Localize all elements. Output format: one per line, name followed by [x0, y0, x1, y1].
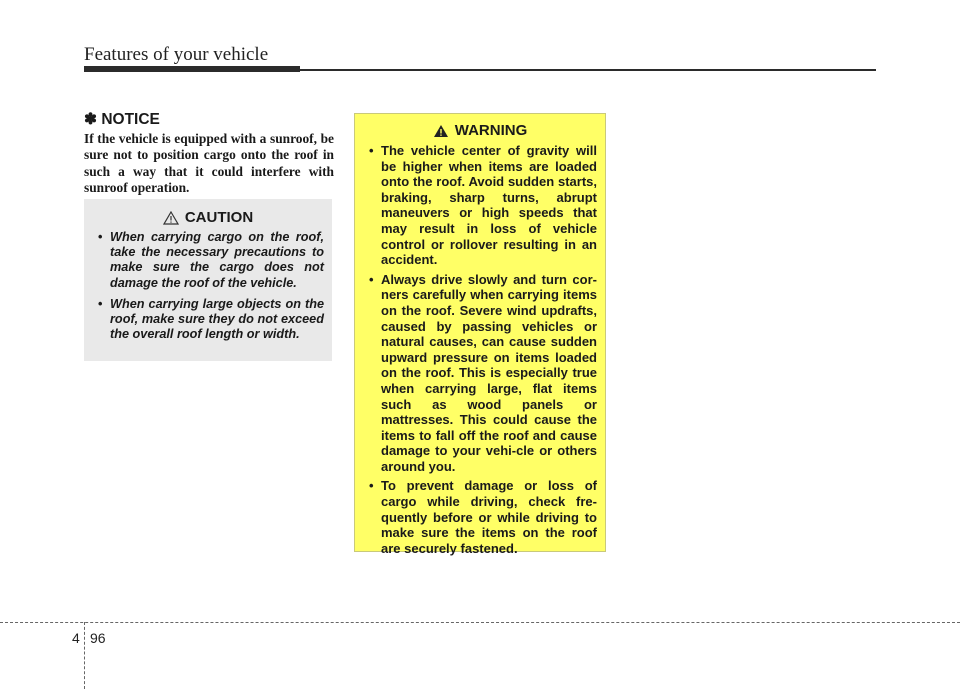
warning-box	[354, 113, 606, 556]
caution-list	[92, 230, 324, 342]
caution-heading-label: CAUTION	[184, 209, 254, 226]
notice-section	[84, 110, 334, 196]
warning-triangle-icon	[433, 124, 449, 138]
caution-item: • When carrying cargo on the roof, take the necessary precautions to make sure the cargo does not damage the roof of the vehicle.	[92, 230, 324, 291]
chapter-number: 4	[72, 630, 80, 646]
footer-rule-vertical	[84, 622, 85, 689]
warning-heading	[363, 122, 597, 139]
warning-item: • The vehicle center of gravity will be higher when items are loaded onto the roof. Avoid sudden starts, braking, sharp turns, abrupt maneuvers or high speeds that may result in loss of vehicle control or rollover resulting in an accident.	[363, 143, 597, 268]
caution-heading	[92, 209, 324, 226]
notice-symbol-icon: ✽	[84, 111, 97, 128]
caution-box	[84, 199, 332, 361]
warning-list	[363, 143, 597, 556]
warning-item: • Always drive slowly and turn cor-ners carefully when carrying items on the roof. Severe wind updrafts, caused by passing vehicles or natural causes, can cause sudden upward pressure on items loaded on the roof. This is especially true when carrying large, flat items such as wood panels or mattresses. This could cause the items to fall off the roof and cause damage to your vehi-cle or others around you.	[363, 272, 597, 475]
caution-item: • When carrying large objects on the roof, make sure they do not exceed the overall roof length or width.	[92, 297, 324, 343]
page-header-title: Features of your vehicle	[84, 44, 269, 65]
warning-heading-label: WARNING	[454, 122, 528, 139]
header-rule-thick	[84, 66, 300, 72]
caution-triangle-icon	[163, 211, 179, 225]
warning-item: • To prevent damage or loss of cargo while driving, check fre-quently before or while driving to make sure the items on the roof are securely fastened.	[363, 478, 597, 556]
page-number: 96	[90, 630, 106, 646]
footer-rule-horizontal	[0, 622, 960, 623]
notice-heading	[84, 110, 334, 129]
notice-body: If the vehicle is equipped with a sunroof, be sure not to position cargo onto the roof in such a way that it could interfere with sunroof operation.	[84, 131, 334, 195]
header-rule-thin	[300, 69, 876, 71]
notice-heading-label: NOTICE	[101, 111, 160, 128]
